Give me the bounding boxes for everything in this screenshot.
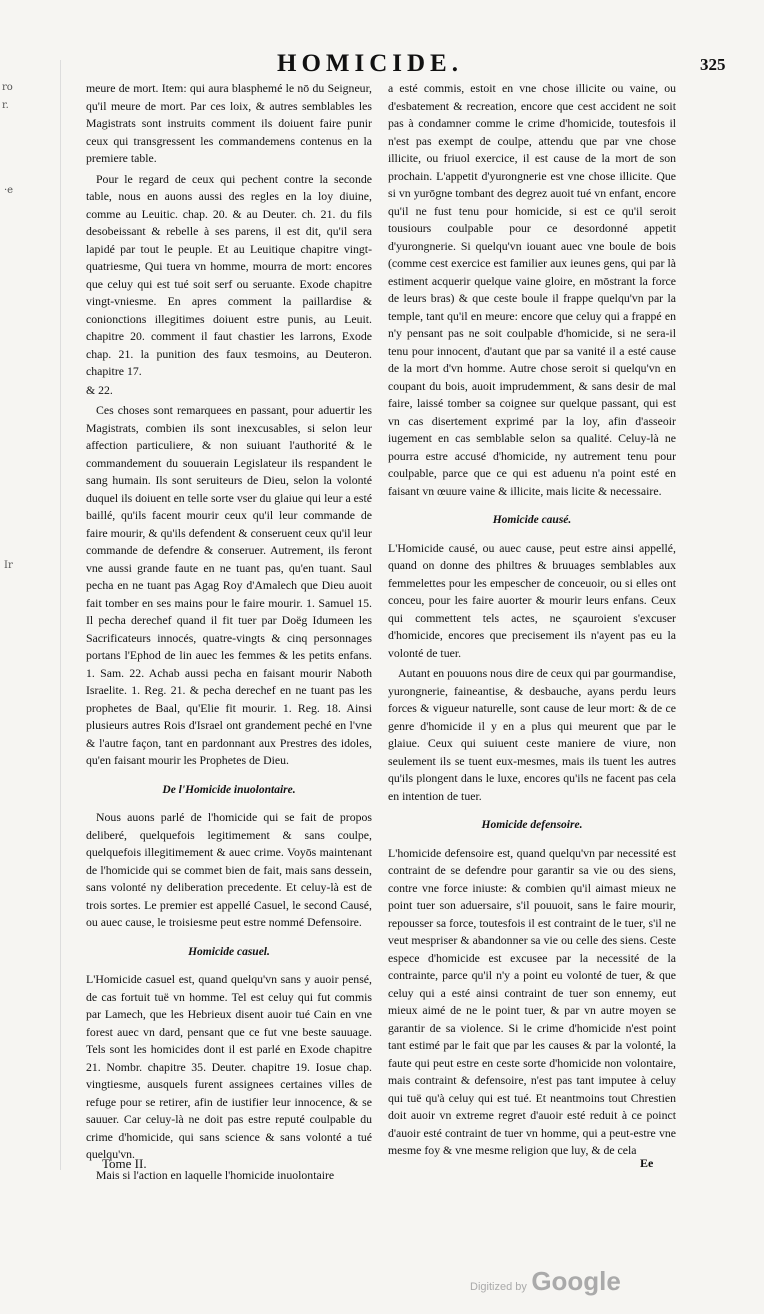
left-column [86,80,372,1187]
paragraph: L'Homicide causé, ou auec cause, peut estre ainsi appellé, quand on donne des philtres & bruuages semblables aux femmelettes pour les empescher de conceuoir, ou si elles ont conceu, pour les faire auorter & mourir leurs enfans. Ceux qui commettent tels actes, ne sçauroient s'excuser d'homicide, encores que precisement ils n'ayent pas eu la volonté de tuer. [388,540,676,660]
paragraph: Pour le regard de ceux qui pechent contre la seconde table, nous en auons aussi des regles en la loy diuine, comme au Leuitic. chap. 20. & au Deuter. ch. 21. du fils desobeissant & rebelle à ses parens, il est dit, qu'il sera lapidé par tout le peuple. Et au Leuitique chapitre vingt-quatriesme, Qui tuera vn homme, mourra de mort: encores que celuy qui est tué soit serf ou seruante. Exode chapitre vingt-vniesme. En apres comment la paillardise & conionctions illegitimes doiuent estre punis, au Leuit. chapitre 20. comment il faut chastier les larrons, Exode chap. 21. la punition des faux tesmoins, au Deuteron. chapitre 17. [86,171,372,378]
catchword: Ee [640,1156,654,1170]
margin-mark: ·e [4,185,14,196]
paragraph: Mais si l'action en laquelle l'homicide inuolontaire [96,1167,335,1182]
margin-mark: r. [2,100,9,111]
margin-mark: ro [2,82,13,93]
page-number: 325 [700,55,726,74]
paragraph: a esté commis, estoit en vne chose illicite ou vaine, ou d'esbatement & recreation, encore que cest accident ne soit pas à condamner comme le crime d'homicide, toutesfois il n'est pas exempt de coulpe, attendu que par vne chose illicite, ou friuol exercice, il est cause de la mort de son prochain. L'appetit d'yurongnerie est vne chose illicite. Que si vn yurōgne tombant des degrez auoit tué vn enfant, encore qu'il ne fust tenu pour homicide, si est ce qu'il seroit tousiours coulpable pour ce desordonné appetit d'yurongnerie. Si quelqu'vn iouant auec vne boule de bois (comme cest exercice est familier aux ieunes gens, qui par là estiment acquerir quelque vaine gloire, en mōstrant la force de leurs bras) & que ceste boule il frappe quelqu'vn par la temple, tant qu'il en meure: encore que celuy qui a frappé en n'y pensant pas ne soit coulpable d'homicide, si ne sera-il tenu pour innocent, d'autant que par sa vanité il a esté cause de la mort d'vn homme. Autre chose seroit si quelqu'vn en coupant du bois, auoit imprudemment, & sans desir de mal faire, laissé tomber sa coignee sur quelque passant, qui est vn cas disertement exprimé par la loy, afin d'asseoir iugement en cas semblable selon sa qualité. Celuy-là ne pourra estre accusé d'homicide, ny autrement tenu pour coulpable, parce que ce qui est aduenu n'a point esté en faisant vn œuure vaine & illicite, mais licite & necessaire. [388,81,676,498]
watermark [470,1266,621,1297]
watermark-brand: Google [531,1266,621,1296]
paragraph: L'homicide defensoire est, quand quelqu'vn par necessité est contraint de se defendre pour garantir sa vie ou des siens, contre vne force iniuste: & combien qu'il aimast mieux ne point tuer son aduersaire, s'il pouuoit, sans le faire mourir, repousser sa force, toutesfois il est contraint de le tuer, s'il ne veut mespriser & abandonner sa vie ou celle des siens. Ceste espece d'homicide est excusee par la necessité de la contrainte, parce qu'il n'y a point eu volonté de tuer, & que celuy qui a esté ainsi contraint de tuer son ennemy, eut mieux aimé de ne le point tuer, & par vn autre moyen se garantir de sa violence. Si le crime d'homicide n'est point tant estimé par le fait que par les causes & par la volonté, la faute qui peut estre en ceste sorte d'homicide non volontaire, mais contraint & defensoire, n'est pas tant imputee à celuy qui tuë qu'à celuy qui est tué. Et neantmoins tout Chrestien doit auoir vn extreme regret d'auoir esté reduit à ce poinct d'auoir esté contraint de tuer vn homme, qui a peut-estre vne mesme foy & vne mesme religion que luy, & de cela [388,845,676,1157]
volume-label: Tome II. [102,1156,147,1171]
paragraph: Autant en pouuons nous dire de ceux qui par gourmandise, yurongnerie, faineantise, & desbauche, ayans perdu leurs forces & vigueur naturelle, sont cause de leur mort: & de ce genre d'homicide il y en a plus qui meurent que par le glaiue. Ceux qui suiuent ceste maniere de viure, non seulement ils se tuent eux-mesmes, mais ils tuent les autres qu'ils plongent dans le luxe, encores qu'ils ne facent pas cela en intention de tuer. [388,666,676,803]
section-heading-cause: Homicide causé. [492,514,572,526]
margin-mark: Ir [4,560,13,571]
scan-edge [60,60,61,1170]
section-heading-defensoire: Homicide defensoire. [481,819,583,831]
paragraph: Nous auons parlé de l'homicide qui se fait de propos deliberé, quelquefois legitimement & sans coulpe, quelquefois illegitimement & auec crime. Voyōs maintenant de l'homicide qui se commet bien de fait, mais sans dessein, sans volonté ny deliberation precedente. Et celuy-là est de trois sortes. Le premier est appellé Casuel, le second Causé, ou auec cause, le troisiesme peut estre nommé Defensoire. [86,810,372,929]
paragraph: Ces choses sont remarquees en passant, pour aduertir les Magistrats, combien ils sont inexcusables, si selon leur affection particuliere, & non suiuant l'authorité & le commandement du souuerain Legislateur ils respandent le sang humain. Ils sont seruiteurs de Dieu, selon la volonté duquel ils doiuent en telle sorte vser du glaiue qui leur a esté baillé, qu'ils facent mourir ceux qu'il leur commande de faire mourir, & qu'ils defendent & conseruent ceux qu'il leur commande de defendre & conseruer. Autrement, ils feront vne aussi grande faute en ne tuant pas, qu'en tuant. Saul pecha en ne tuant pas Agag Roy d'Amalech que Dieu auoit fait tomber en ses mains pour le faire mourir. 1. Samuel 15. Il pecha derechef quand il fit tuer par Doëg Idumeen les Sacrificateurs innocés, quatre-vingts & cinq personnages portans l'Ephod de lin auec les femmes & les petits enfans. 1. Sam. 22. Achab aussi pecha en faisant mourir Naboth Israelite. 1. Reg. 21. & pecha derechef en ne tuant pas les prophetes de Baal, qu'Elie fit mourir. 1. Reg. 18. Ainsi plusieurs autres Rois d'Israel ont grandement peché en l'vne & l'autre façon, tant en pardonnant aux Prestres des idoles, qu'en faisant mourir les Prophetes de Dieu. [86,403,372,767]
watermark-prefix: Digitized by [470,1281,527,1293]
page-title: HOMICIDE. [277,50,463,77]
paragraph-note: & 22. [86,382,113,397]
right-column [388,80,676,1163]
paragraph: L'Homicide casuel est, quand quelqu'vn sans y auoir pensé, de cas fortuit tuë vn homme. Tel est celuy qui fut commis par Lamech, que les Hebrieux disent auoir tué Cain en vne forest auec vn dard, pensant que ce fut vne beste sauuage. Tels sont les homicides dont il est parlé en Exode chapitre 21. Nombr. chapitre 35. Deuter. chapitre 19. Iosue chap. vingtiesme, ausquels furent assignees certaines villes de refuge pour se retirer, afin de iustifier leur innocence, & se sauuer. Car celuy-là ne doit pas estre reputé coulpable du crime d'homicide, qui sans science & sans volonté a tué quelqu'vn. [86,972,372,1161]
section-heading-casuel: Homicide casuel. [188,945,270,958]
paragraph: meure de mort. Item: qui aura blasphemé le nō du Seigneur, qu'il meure de mort. Par ces loix, & autres semblables les Magistrats sont instruits comment ils doiuent faire punir ceux qui transgressent les commandemens contenus en la premiere table. [86,81,372,165]
section-heading-involontaire: De l'Homicide inuolontaire. [162,783,296,796]
